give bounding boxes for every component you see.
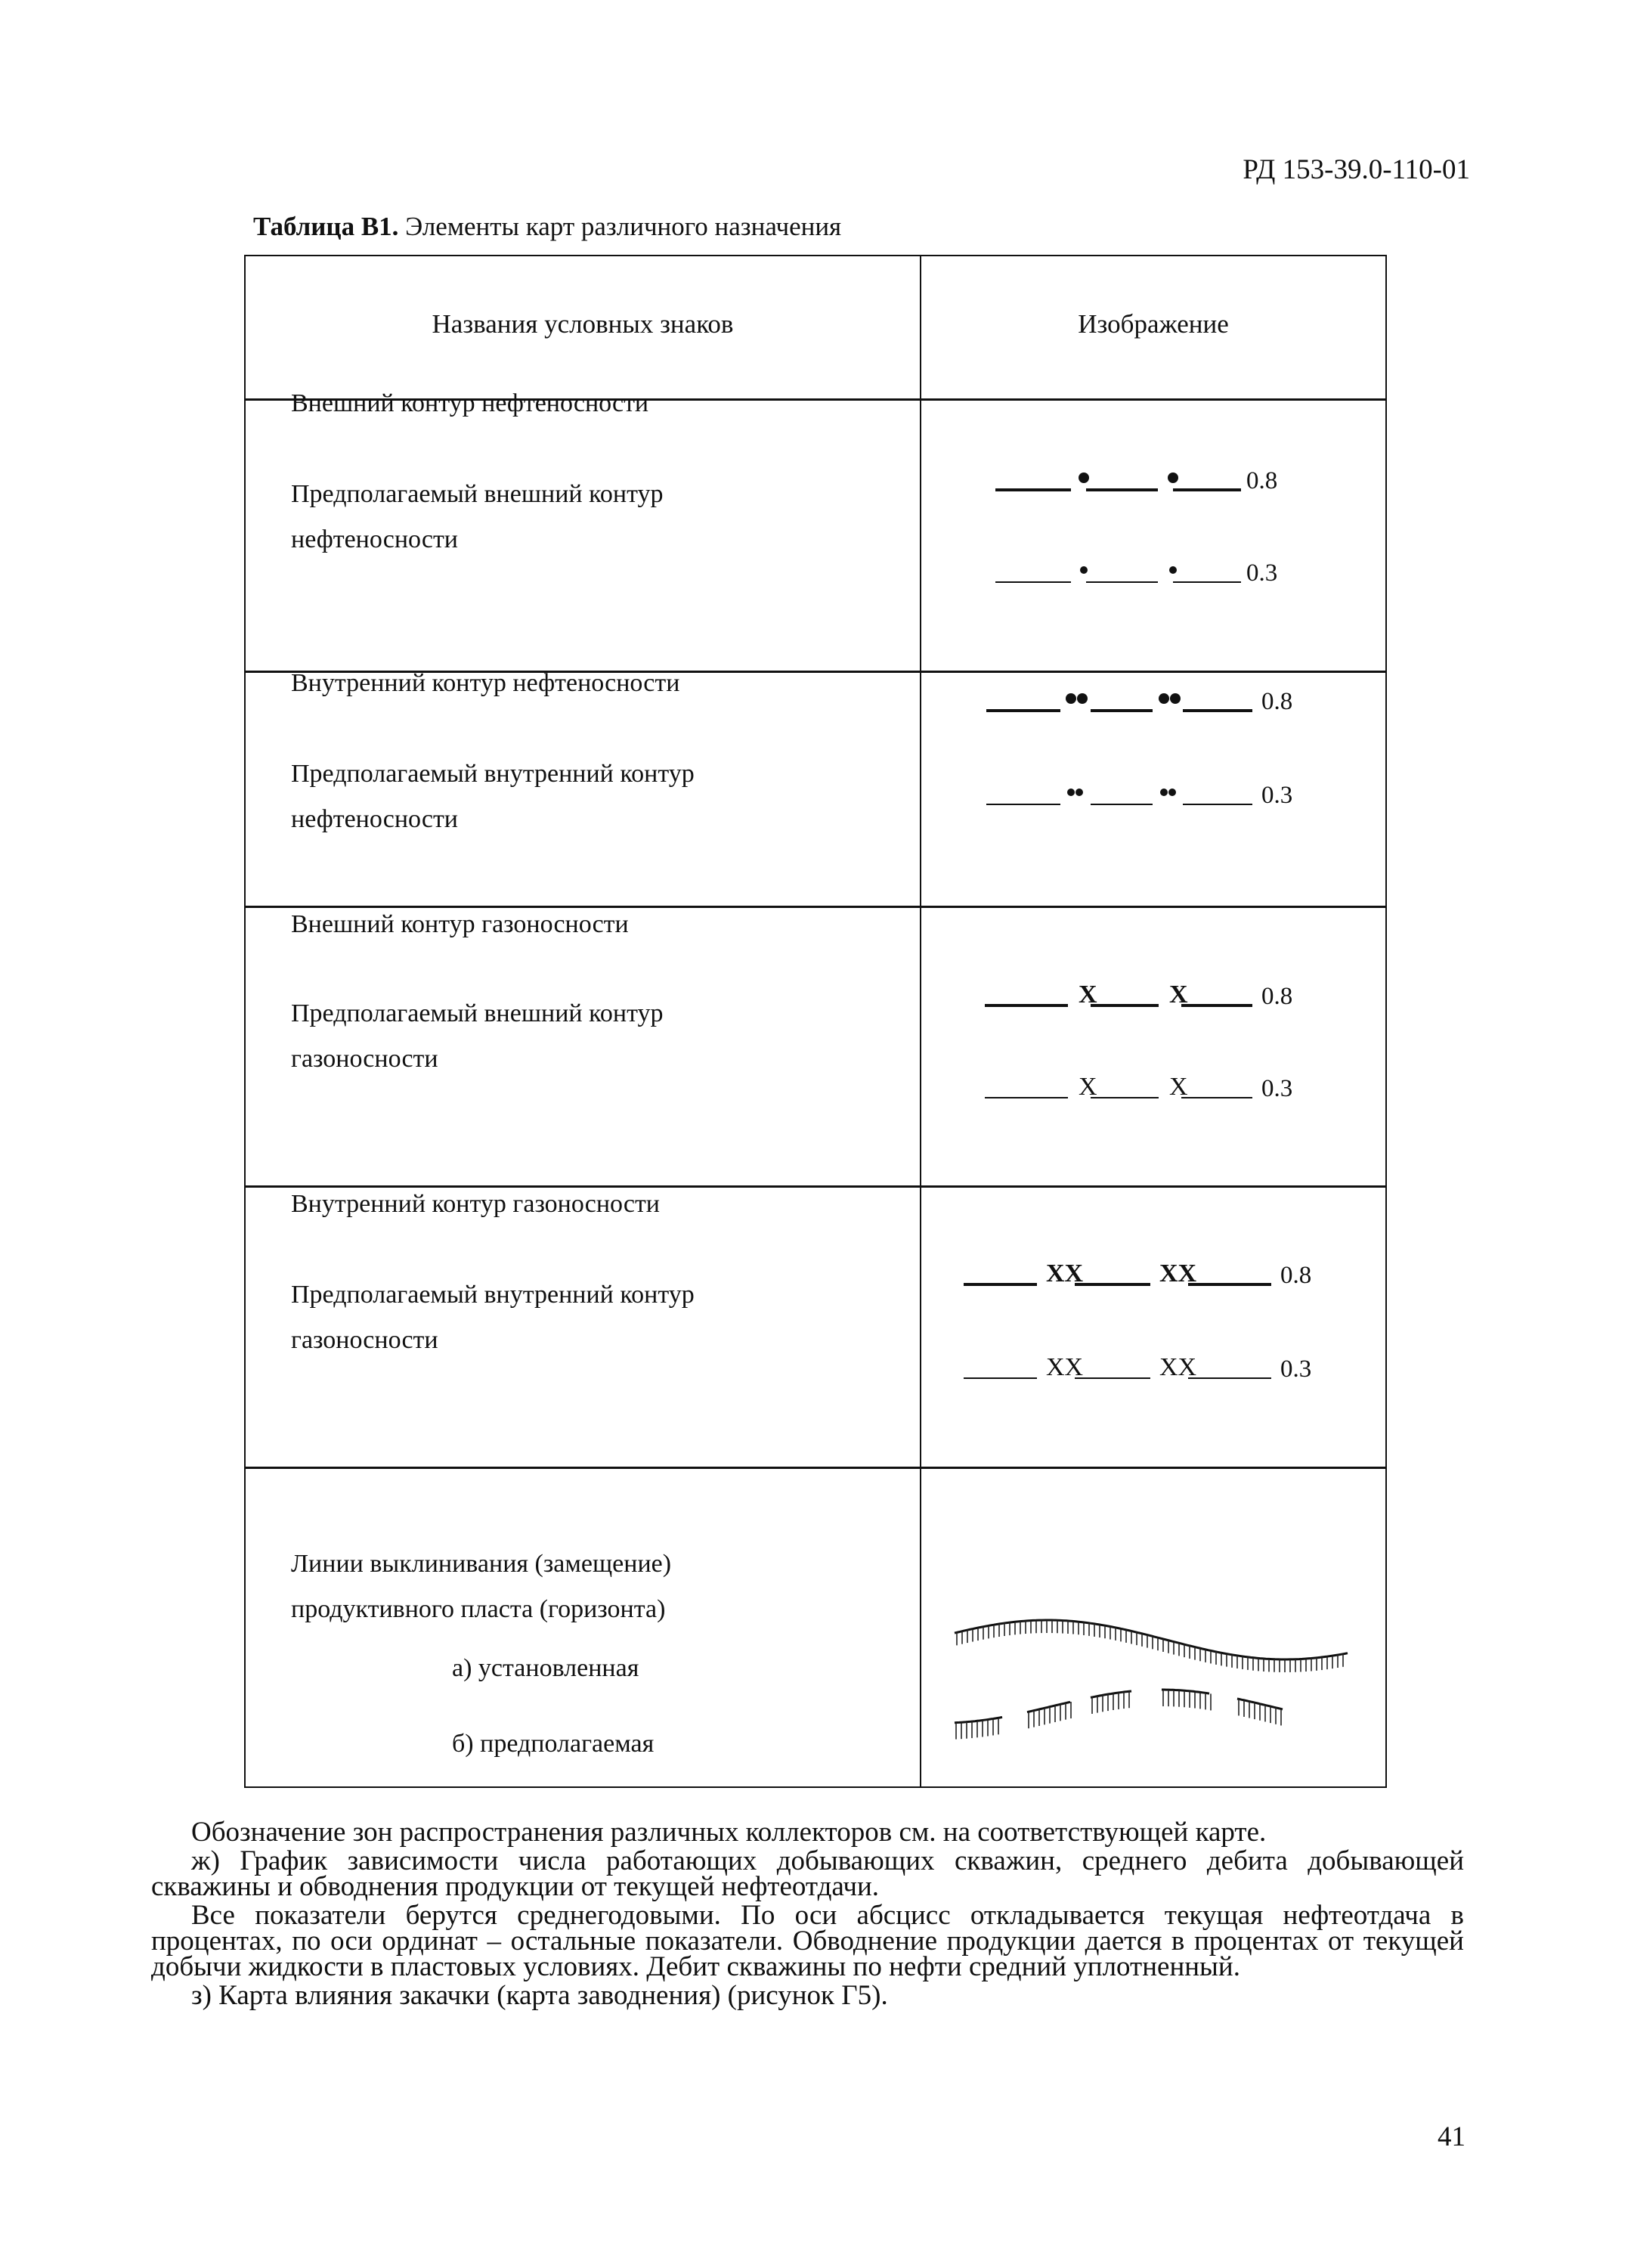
contour-marker-x: XX (1159, 1259, 1197, 1287)
symbol-name: Предполагаемый внутренний контур нефтеносности (291, 760, 695, 833)
contour-marker-dot (1170, 693, 1181, 704)
contour-marker-dot (1066, 693, 1076, 704)
line-weight-label: 0.8 (1261, 688, 1293, 715)
table-caption-number: Таблица В1. (253, 212, 399, 241)
contour-marker-x: X (1169, 981, 1188, 1009)
paragraph: ж) График зависимости числа работающих добывающих скважин, среднего дебита добывающей скважины и обводнения продукции от текущей нефтеотдачи. (151, 1845, 1464, 1902)
contour-marker-dot (1169, 566, 1177, 574)
contour-marker-dot (1080, 566, 1088, 574)
contour-marker-x: X (1079, 981, 1097, 1009)
symbol-name: Предполагаемый внутренний контур газоносности (291, 1281, 695, 1354)
line-weight-label: 0.3 (1246, 559, 1278, 587)
column-header-names: Названия условных знаков (432, 309, 734, 339)
page-number: 41 (1438, 2121, 1465, 2152)
contour-marker-dot (1075, 789, 1083, 796)
symbol-name: Предполагаемый внешний контур нефтеносности (291, 480, 664, 553)
symbol-images (920, 256, 1387, 1788)
paragraph: з) Карта влияния закачки (карта заводнения) (рисунок Г5). (191, 1980, 888, 2011)
contour-marker-x: X (1079, 1073, 1097, 1101)
column-header-image: Изображение (1078, 309, 1229, 339)
contour-marker-dot (1067, 789, 1075, 796)
contour-marker-dot (1168, 789, 1176, 796)
contour-marker-x: XX (1046, 1353, 1084, 1381)
paragraph: Обозначение зон распространения различных коллекторов см. на соответствующей карте. (191, 1817, 1267, 1848)
paragraph: Все показатели берутся среднегодовыми. По оси абсцисс откладывается текущая нефтеотдача в процентах, по оси ординат – остальные показатели. Обводнение продукции дается в процентах от текущей добычи жидкости в пластовых условиях. Дебит скважины по нефти средний уплотненный. (151, 1900, 1464, 1982)
line-weight-label: 0.8 (1246, 467, 1278, 494)
document-id: РД 153-39.0-110-01 (1243, 154, 1470, 185)
symbol-name: Внутренний контур нефтеносности (291, 669, 680, 697)
line-weight-label: 0.8 (1261, 983, 1293, 1010)
line-weight-label: 0.3 (1280, 1356, 1312, 1383)
symbol-name: Внутренний контур газоносности (291, 1190, 661, 1218)
table-caption-title: Элементы карт различного назначения (398, 212, 842, 241)
table-caption (253, 212, 841, 242)
contour-marker-x: XX (1046, 1259, 1084, 1287)
pinchout-established-line (955, 1620, 1348, 1659)
contour-marker-dot (1159, 693, 1169, 704)
pinchout-title: Линии выклинивания (замещение) продуктивного пласта (горизонта) (291, 1550, 672, 1623)
pinchout-assumed-label: б) предполагаемая (452, 1730, 655, 1758)
body-text (151, 1817, 1464, 2012)
contour-marker-dot (1077, 693, 1088, 704)
line-weight-label: 0.3 (1261, 782, 1293, 809)
line-weight-label: 0.3 (1261, 1075, 1293, 1102)
legend-table (244, 255, 1387, 1788)
symbol-name: Предполагаемый внешний контур газоносности (291, 999, 664, 1073)
contour-marker-dot (1168, 472, 1178, 483)
pinchout-assumed-segment (1091, 1691, 1131, 1697)
contour-marker-x: X (1169, 1073, 1188, 1101)
contour-marker-dot (1160, 789, 1168, 796)
contour-marker-x: XX (1159, 1353, 1197, 1381)
contour-marker-dot (1079, 472, 1089, 483)
symbol-name: Внешний контур нефтеносности (291, 389, 649, 417)
pinchout-established-label: а) установленная (452, 1654, 639, 1682)
line-weight-label: 0.8 (1280, 1262, 1312, 1289)
pinchout-assumed-segment (955, 1717, 1002, 1722)
symbol-name: Внешний контур газоносности (291, 910, 629, 938)
